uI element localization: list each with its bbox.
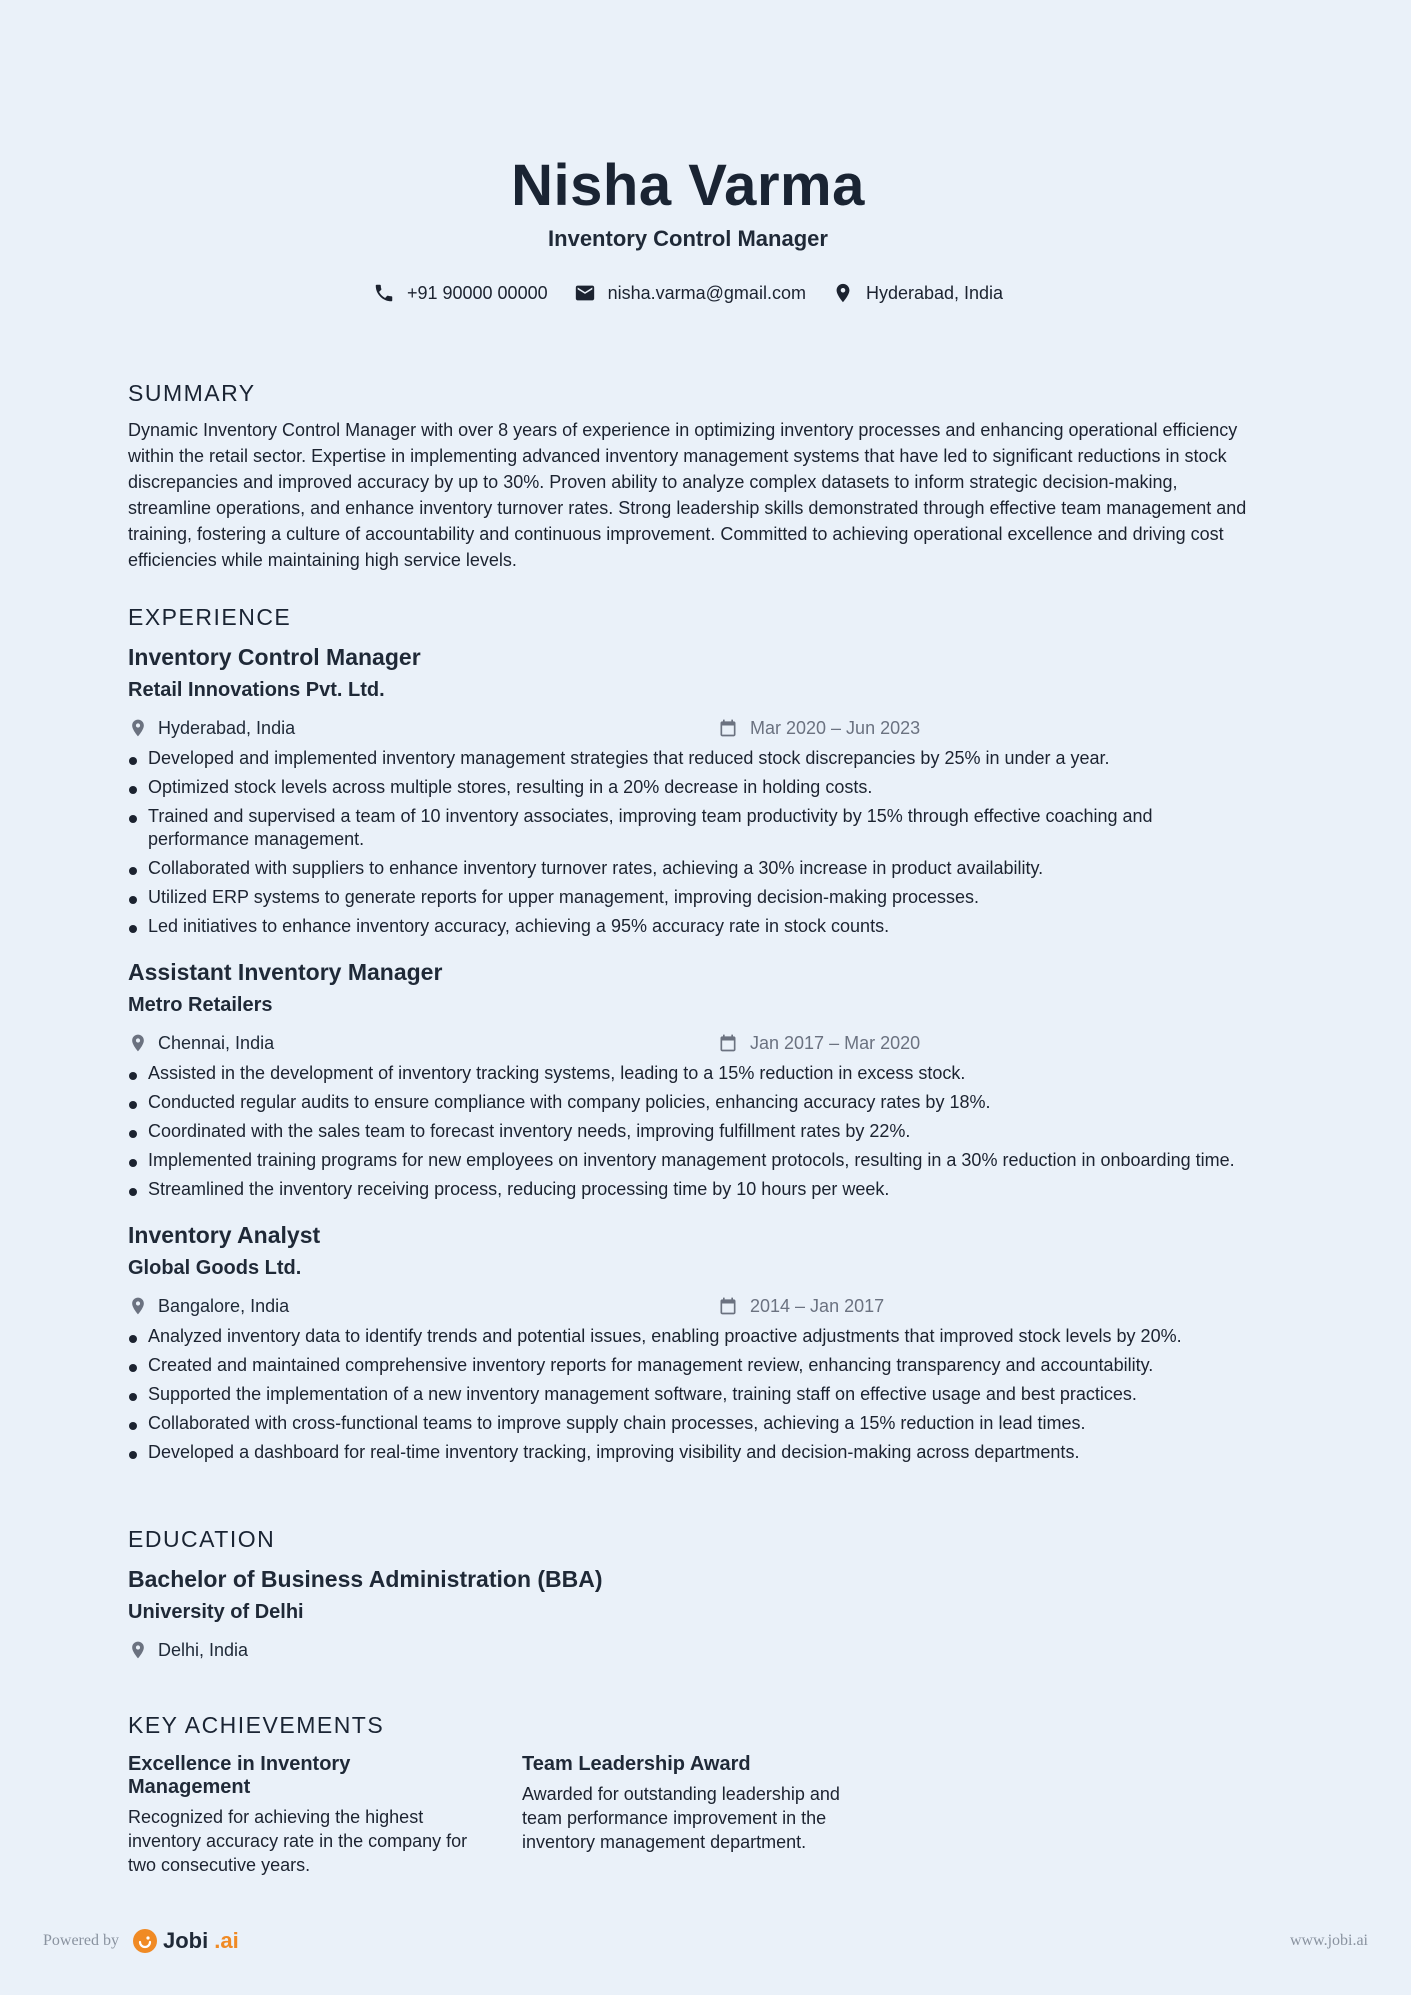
jobi-brand-suffix: .ai: [214, 1928, 239, 1953]
achievement-description: Awarded for outstanding leadership and team performance improvement in the inventory management department.: [522, 1784, 840, 1852]
list-item: Supported the implementation of a new inventory management software, training staff on effective usage and best practices.: [128, 1383, 1248, 1406]
job-entry: [128, 1219, 1248, 1464]
website-link[interactable]: www.jobi.ai: [1289, 1932, 1368, 1949]
jobi-logo-icon: [133, 1929, 157, 1953]
job-dates: [718, 1033, 920, 1054]
list-item: Collaborated with cross-functional teams to improve supply chain processes, achieving a 15% reduction in lead times.: [128, 1412, 1248, 1435]
job-title: Assistant Inventory Manager: [128, 959, 443, 985]
job-location: [128, 1296, 718, 1317]
summary-section: [128, 380, 1248, 573]
education-location-text: Delhi, India: [158, 1639, 249, 1660]
list-item: Conducted regular audits to ensure compliance with company policies, enhancing accuracy rates by 18%.: [128, 1091, 1248, 1114]
job-dates: [718, 718, 920, 739]
candidate-name: Nisha Varma: [511, 153, 865, 218]
job-bullets: [128, 1325, 1248, 1464]
list-item: Streamlined the inventory receiving process, reducing processing time by 10 hours per week.: [128, 1178, 1248, 1201]
job-company: Global Goods Ltd.: [128, 1257, 302, 1279]
contact-location: [832, 282, 1003, 304]
job-meta: [128, 1293, 1248, 1319]
achievement-title: Team Leadership Award: [522, 1753, 751, 1775]
job-dates-text: Mar 2020 – Jun 2023: [750, 717, 921, 738]
candidate-title: Inventory Control Manager: [548, 226, 828, 251]
job-location: [128, 1033, 718, 1054]
job-meta: [128, 1030, 1248, 1056]
education-meta: [128, 1637, 1248, 1663]
email-icon: [574, 282, 596, 304]
summary-heading: SUMMARY: [128, 380, 256, 406]
location-text: Hyderabad, India: [865, 282, 1004, 303]
summary-text: Dynamic Inventory Control Manager with over 8 years of experience in optimizing inventory processes and enhancing operational efficiency within the retail sector. Expertise in implementing advanced inventory management systems that have led to significant reductions in stock discrepancies and improved accuracy by up to 30%. Proven ability to analyze complex datasets to inform strategic decision-making, streamline operations, and enhance inventory turnover rates. Strong leadership skills demonstrated through effective team management and training, fostering a culture of accountability and continuous improvement. Committed to achieving operational excellence and driving cost efficiencies while maintaining high service levels.: [128, 420, 1247, 570]
achievement-description: Recognized for achieving the highest inventory accuracy rate in the company for two consecutive years.: [128, 1807, 468, 1875]
job-location-text: Bangalore, India: [158, 1295, 290, 1316]
email-text: nisha.varma@gmail.com: [607, 282, 806, 303]
job-company: Metro Retailers: [128, 994, 273, 1016]
list-item: Trained and supervised a team of 10 inventory associates, improving team productivity by 15% through effective coaching and performance management.: [128, 805, 1248, 851]
achievement-item: [522, 1753, 870, 1877]
education-degree: Bachelor of Business Administration (BBA): [128, 1566, 603, 1592]
calendar-icon: [718, 1296, 738, 1316]
powered-by-label: Powered by: [43, 1932, 119, 1949]
achievements-grid: [128, 1753, 1248, 1877]
job-location: [128, 718, 718, 739]
job-bullets: [128, 747, 1248, 938]
list-item: Developed and implemented inventory management strategies that reduced stock discrepancies by 25% in under a year.: [128, 747, 1248, 770]
contact-info: [128, 282, 1248, 304]
location-pin-icon: [128, 1033, 148, 1053]
job-meta: [128, 715, 1248, 741]
achievement-item: [128, 1753, 476, 1877]
experience-section: [128, 604, 1248, 1470]
job-location-text: Hyderabad, India: [158, 717, 296, 738]
list-item: Collaborated with suppliers to enhance inventory turnover rates, achieving a 30% increase in product availability.: [128, 857, 1248, 880]
location-pin-icon: [128, 1296, 148, 1316]
footer-powered-by: [43, 1928, 239, 1954]
location-pin-icon: [128, 1640, 148, 1660]
list-item: Assisted in the development of inventory tracking systems, leading to a 15% reduction in excess stock.: [128, 1062, 1248, 1085]
job-entry: [128, 641, 1248, 938]
list-item: Implemented training programs for new employees on inventory management protocols, resulting in a 30% reduction in onboarding time.: [128, 1149, 1248, 1172]
resume-header: [128, 150, 1248, 304]
jobi-brand-main: Jobi: [162, 1928, 209, 1953]
experience-heading: EXPERIENCE: [128, 604, 292, 630]
education-school: University of Delhi: [128, 1601, 304, 1623]
job-title: Inventory Control Manager: [128, 644, 421, 670]
job-dates-text: Jan 2017 – Mar 2020: [750, 1032, 921, 1053]
job-dates: [718, 1296, 884, 1317]
list-item: Utilized ERP systems to generate reports for upper management, improving decision-making processes.: [128, 886, 1248, 909]
phone-icon: [373, 282, 395, 304]
achievements-heading: KEY ACHIEVEMENTS: [128, 1712, 385, 1738]
job-company: Retail Innovations Pvt. Ltd.: [128, 679, 385, 701]
job-location-text: Chennai, India: [158, 1032, 275, 1053]
contact-email: [574, 282, 806, 304]
achievements-section: [128, 1712, 1248, 1877]
list-item: Developed a dashboard for real-time inventory tracking, improving visibility and decision-making across departments.: [128, 1441, 1248, 1464]
list-item: Analyzed inventory data to identify trends and potential issues, enabling proactive adjustments that improved stock levels by 20%.: [128, 1325, 1248, 1348]
location-pin-icon: [128, 718, 148, 738]
job-bullets: [128, 1062, 1248, 1201]
education-section: [128, 1526, 1248, 1663]
calendar-icon: [718, 1033, 738, 1053]
jobi-logo-link[interactable]: [133, 1928, 239, 1954]
list-item: Coordinated with the sales team to forecast inventory needs, improving fulfillment rates by 22%.: [128, 1120, 1248, 1143]
list-item: Led initiatives to enhance inventory accuracy, achieving a 95% accuracy rate in stock counts.: [128, 915, 1248, 938]
list-item: Optimized stock levels across multiple stores, resulting in a 20% decrease in holding costs.: [128, 776, 1248, 799]
education-heading: EDUCATION: [128, 1526, 276, 1552]
calendar-icon: [718, 718, 738, 738]
job-entry: [128, 956, 1248, 1201]
job-title: Inventory Analyst: [128, 1222, 321, 1248]
education-location: [128, 1640, 718, 1661]
phone-text: +91 90000 00000: [406, 282, 548, 303]
list-item: Created and maintained comprehensive inventory reports for management review, enhancing transparency and accountability.: [128, 1354, 1248, 1377]
location-pin-icon: [832, 282, 854, 304]
job-dates-text: 2014 – Jan 2017: [750, 1295, 885, 1316]
achievement-title: Excellence in Inventory Management: [128, 1753, 351, 1798]
contact-phone: [373, 282, 548, 304]
